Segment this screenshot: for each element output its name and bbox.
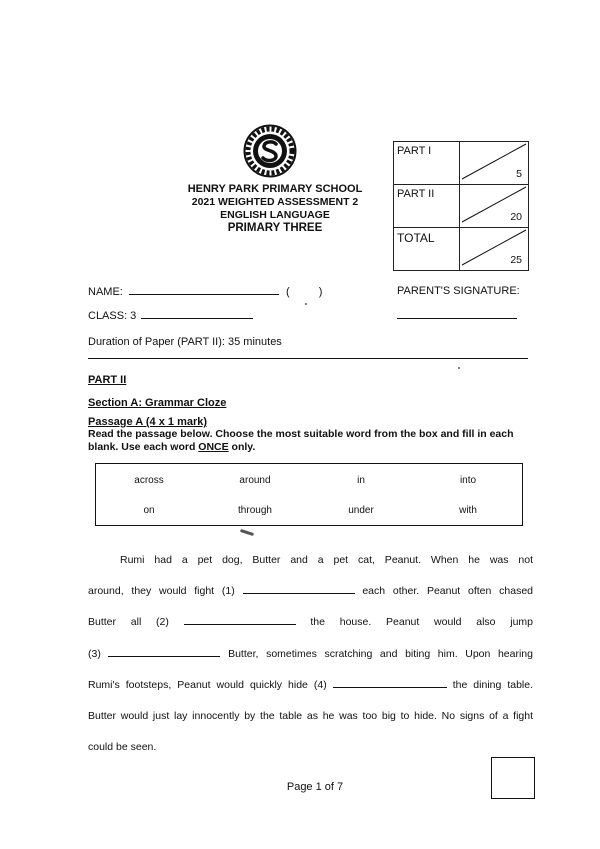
index-close: ) [318, 286, 323, 298]
passage-text [88, 545, 533, 763]
scan-speck [458, 367, 460, 369]
score-label: PART I [394, 142, 460, 185]
class-row [88, 309, 253, 322]
word-option: through [238, 505, 272, 516]
score-max: 25 [510, 254, 522, 266]
blank-2[interactable] [184, 616, 296, 625]
name-label: NAME: [88, 286, 123, 298]
score-cell[interactable] [460, 228, 529, 271]
passage-line: Rumi had a pet dog, Butter and a pet cat, Peanut. When he was not [120, 554, 533, 566]
score-max: 20 [510, 211, 522, 223]
word-option: around [239, 475, 271, 486]
scan-mark [240, 529, 254, 536]
passage-line: Butter would just lay innocently by the table as he was too big to hide. No signs of a fight [88, 710, 533, 723]
passage-line: Butter all (2) the house. Peanut would also jump [88, 616, 534, 629]
passage-line: could be seen. [88, 741, 157, 754]
word-option: under [348, 505, 374, 516]
word-option: in [357, 475, 365, 486]
word-box [95, 463, 523, 526]
passage-line: around, they would fight (1) each other. Peanut often chased [88, 585, 534, 598]
score-max: 5 [516, 168, 522, 180]
duration-text: Duration of Paper (PART II): 35 minutes [88, 336, 282, 348]
scan-speck [305, 303, 307, 305]
level-title: PRIMARY THREE [227, 222, 323, 234]
assessment-title: 2021 WEIGHTED ASSESSMENT 2 [191, 196, 359, 208]
parent-signature-line[interactable] [397, 318, 517, 319]
page-number: Page 1 of 7 [286, 781, 344, 793]
score-label: PART II [394, 185, 460, 228]
word-option: into [459, 475, 477, 486]
blank-1[interactable] [243, 585, 355, 594]
score-row-total [394, 228, 529, 271]
class-label: CLASS: 3 [88, 310, 137, 322]
score-cell[interactable] [460, 142, 529, 185]
blank-4[interactable] [333, 679, 447, 688]
divider [88, 358, 528, 359]
passage-line: Rumi's footsteps, Peanut would quickly hide (4) the dining table. [88, 678, 534, 691]
school-logo [243, 124, 297, 178]
section-heading: Section A: Grammar Cloze [88, 397, 227, 409]
name-row [88, 285, 322, 298]
score-cell[interactable] [460, 185, 529, 228]
word-option: with [459, 505, 477, 516]
index-open: ( [285, 286, 290, 298]
score-row-part-2 [394, 185, 529, 228]
score-label: TOTAL [394, 228, 460, 271]
parent-signature-label: PARENT'S SIGNATURE: [397, 285, 520, 297]
class-field[interactable] [141, 309, 253, 319]
word-option: across [134, 475, 164, 486]
passage-line: (3) Butter, sometimes scratching and biting him. Upon hearing [88, 647, 533, 660]
school-name: HENRY PARK PRIMARY SCHOOL [187, 183, 363, 195]
passage-heading: Passage A (4 x 1 mark) [88, 416, 208, 428]
score-table [393, 141, 529, 271]
subject-title: ENGLISH LANGUAGE [220, 209, 330, 221]
part-heading: PART II [88, 374, 127, 386]
word-option: on [143, 505, 155, 516]
score-row-part-1 [394, 142, 529, 185]
instructions: Read the passage below. Choose the most suitable word from the box and fill in each blank. Use each word ONCE only. [88, 428, 514, 453]
marks-box[interactable] [491, 757, 535, 799]
blank-3[interactable] [108, 648, 220, 657]
name-field[interactable] [129, 285, 279, 295]
instruction-emphasis: ONCE [198, 441, 229, 453]
